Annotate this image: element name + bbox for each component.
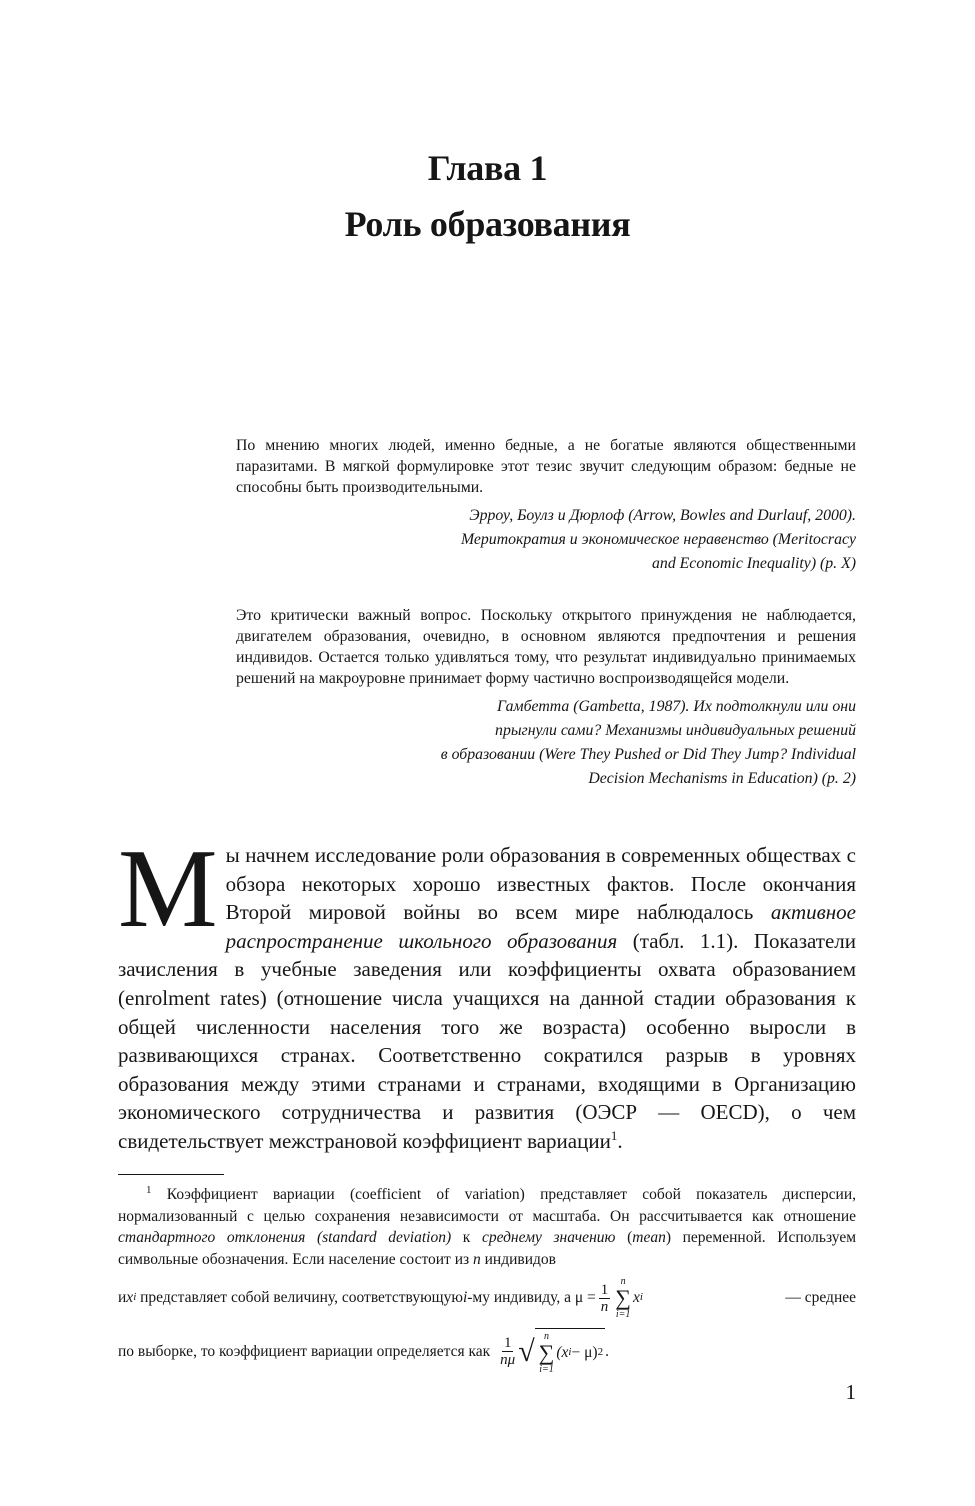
footnote-emphasis: стандартного отклонения (standard deviation) xyxy=(118,1229,452,1247)
math-sum xyxy=(615,1276,631,1320)
footnote-text: к xyxy=(451,1229,482,1247)
footnote-text: ( xyxy=(615,1229,633,1247)
body-emphasis: активное распространение школьного образования xyxy=(225,900,856,953)
footnote-text: и xyxy=(118,1289,127,1307)
chapter-title: Роль образования xyxy=(344,204,631,244)
math-subscript: i xyxy=(568,1346,572,1359)
sum-symbol: ∑ xyxy=(615,1285,631,1311)
math-expression: − μ) xyxy=(571,1344,598,1362)
math-expression: (x xyxy=(556,1344,569,1362)
radicand xyxy=(535,1328,605,1375)
epigraph-source-line: в образовании (Were They Pushed or Did They Jump? Individual xyxy=(440,746,856,763)
math-fraction xyxy=(599,1282,611,1315)
body-text-part: (табл. 1.1). Показатели зачисления в учебные заведения или коэффициенты охвата образованием (enrolment rates) (отношение числа учащихся на данной стадии образования к общей численности населения того же возраста) особенно выросли в развивающихся странах. Соответственно сократился разрыв в уровнях образования между этими странами и странами, входящими в Организацию экономического сотрудничества и развития (ОЭСР — OECD), о чем свидетельствует межстрановой коэффициент вариации xyxy=(118,928,856,1153)
footnote-text: — среднее xyxy=(785,1289,856,1307)
footnote-text: по выборке, то коэффициент вариации определяется как xyxy=(118,1342,491,1360)
sum-upper-limit: n xyxy=(620,1276,626,1288)
footnote-divider xyxy=(118,1174,224,1175)
footnote-text: индивидов xyxy=(480,1250,556,1268)
epigraph-source-line: and Economic Inequality) (p. X) xyxy=(652,555,856,572)
footnote-text: ) переменной. Используем символьные обозначения. Если население состоит из xyxy=(118,1229,857,1268)
math-var: x xyxy=(632,1289,640,1307)
sum-lower-limit: i=1 xyxy=(539,1364,554,1376)
footnote-marker: 1 xyxy=(146,1184,152,1196)
footnote-formula-line xyxy=(118,1328,856,1375)
math-sum xyxy=(539,1331,555,1375)
drop-cap: М xyxy=(118,827,218,951)
sum-lower-limit: i=1 xyxy=(615,1309,631,1321)
footnote xyxy=(118,1180,856,1375)
footnote-paragraph xyxy=(118,1180,856,1270)
fraction-numerator: 1 xyxy=(503,1335,512,1352)
epigraph xyxy=(236,605,856,791)
chapter-number: Глава 1 xyxy=(427,148,548,188)
chapter-heading xyxy=(0,140,975,252)
math-subscript: i xyxy=(133,1291,137,1304)
footnote-mean-definition xyxy=(118,1276,643,1320)
footnote-emphasis: среднему значению xyxy=(481,1229,616,1247)
epigraph-source-line: Decision Mechanisms in Education) (p. 2) xyxy=(588,770,856,787)
epigraph-quote: Это критически важный вопрос. Поскольку открытого принуждения не наблюдается, двигателем образования, очевидно, в основном являются предпочтения и решения индивидов. Остается только удивляться тому, что результат индивидуально принимаемых решений на макроуровне принимает форму частично воспроизводящейся модели. xyxy=(236,607,856,687)
epigraph-source xyxy=(236,695,856,791)
epigraph-source-line: Эрроу, Боулз и Дюрлоф (Arrow, Bowles and Durlauf, 2000). xyxy=(469,507,856,524)
page-number: 1 xyxy=(845,1380,856,1404)
footnote-reference[interactable]: 1 xyxy=(610,1127,618,1143)
sum-upper-limit: n xyxy=(544,1331,550,1343)
footnote-text: Коэффициент вариации (coefficient of variation) представляет собой показатель дисперсии, нормализованный с целью сохранения независимости от масштаба. Он рассчитывается как отношение xyxy=(118,1186,856,1225)
epigraph-source-line: Гамбетта (Gambetta, 1987). Их подтолкнули или они xyxy=(497,698,856,715)
footnote-emphasis: n xyxy=(473,1250,481,1268)
epigraph-source xyxy=(236,504,856,576)
math-square-root xyxy=(518,1328,605,1375)
footnote-formula-line xyxy=(118,1276,856,1320)
footnote-emphasis: mean xyxy=(632,1229,666,1247)
math-var: i xyxy=(462,1289,468,1307)
body-text-part: ы начнем исследование роли образования в современных обществах с обзора некоторых хорошо известных фактов. После окончания Второй мировой войны во всем мире наблюдалось xyxy=(225,843,856,925)
body-text-end: . xyxy=(617,1128,623,1153)
footnote-text: -му индивиду, а μ = xyxy=(467,1289,596,1307)
radical-sign: √ xyxy=(518,1334,535,1368)
sum-symbol: ∑ xyxy=(538,1340,555,1366)
fraction-denominator: n xyxy=(600,1298,609,1315)
math-exponent: 2 xyxy=(597,1346,604,1359)
body-paragraph xyxy=(118,827,856,1156)
fraction-denominator: nμ xyxy=(500,1352,516,1369)
footnote-text: . xyxy=(605,1342,609,1360)
epigraph-quote: По мнению многих людей, именно бедные, а не богатые являются общественными паразитами. В мягкой формулировке этот тезис звучит следующим образом: бедные не способны быть производительными. xyxy=(236,437,856,496)
fraction-numerator: 1 xyxy=(600,1281,609,1298)
epigraph-source-line: Меритократия и экономическое неравенство (Meritocracy xyxy=(460,531,856,548)
math-subscript: i xyxy=(639,1291,643,1304)
math-var: x xyxy=(126,1289,134,1307)
epigraph xyxy=(236,435,856,576)
epigraph-source-line: прыгнули сами? Механизмы индивидуальных решений xyxy=(495,722,856,739)
footnote-text: представляет собой величину, соответствующую xyxy=(140,1289,463,1307)
math-fraction xyxy=(500,1335,515,1368)
